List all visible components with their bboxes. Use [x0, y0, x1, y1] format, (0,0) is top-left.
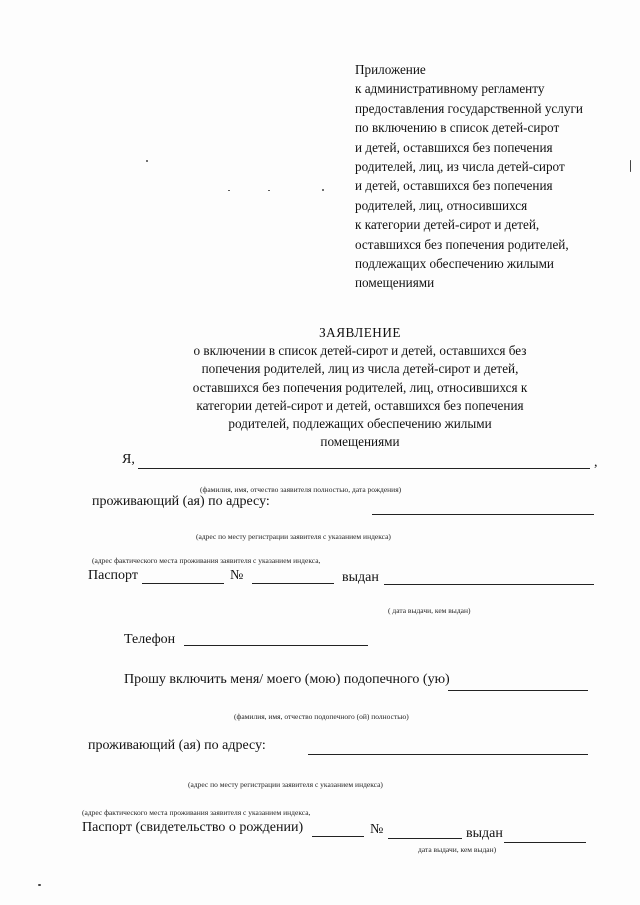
- appendix-line: родителей, лиц, относившихся: [355, 197, 528, 213]
- ward-reg-caption: (адрес по месту регистрации заявителя с указанием индекса): [188, 780, 383, 789]
- issued-label: выдан: [342, 570, 379, 585]
- applicant-name-field[interactable]: [138, 468, 590, 469]
- ward-number-label: №: [370, 822, 384, 837]
- ward-passport-number-field[interactable]: [388, 838, 462, 839]
- actual-address-caption: (адрес фактического места проживания заявителя с указанием индекса,: [92, 556, 321, 565]
- appendix-line: подлежащих обеспечению жилыми: [355, 256, 554, 272]
- appendix-line: и детей, оставшихся без попечения: [355, 139, 553, 155]
- phone-label: Телефон: [124, 632, 176, 647]
- passport-label: Паспорт: [88, 568, 138, 583]
- appendix-note: [355, 60, 625, 293]
- appendix-line: к административному регламенту: [355, 81, 545, 97]
- statement-heading: [150, 324, 570, 451]
- ward-passport-issued-field[interactable]: [504, 842, 586, 843]
- passport-issued-field[interactable]: [384, 584, 594, 585]
- statement-subtitle-line: категории детей-сирот и детей, оставшихся без попечения: [196, 397, 524, 413]
- appendix-line: и детей, оставшихся без попечения: [355, 178, 553, 194]
- ward-issue-caption: дата выдачи, кем выдан): [418, 845, 497, 854]
- ward-reg-address-field[interactable]: [308, 754, 588, 755]
- appendix-line: родителей, лиц, из числа детей-сирот: [355, 159, 565, 175]
- scan-speck: [322, 189, 324, 191]
- applicant-caption: (фамилия, имя, отчество заявителя полностью, дата рождения): [200, 485, 402, 494]
- statement-title: ЗАЯВЛЕНИЕ: [319, 325, 401, 340]
- number-label: №: [230, 568, 244, 583]
- appendix-line: по включению в список детей-сирот: [355, 120, 560, 136]
- statement-subtitle-line: о включении в список детей-сирот и детей, оставшихся без: [193, 343, 527, 359]
- scan-speck: [268, 190, 270, 191]
- reg-address-field[interactable]: [372, 514, 594, 515]
- scan-speck: [38, 884, 41, 886]
- scan-speck: [146, 160, 148, 162]
- appendix-line: к категории детей-сирот и детей,: [355, 217, 540, 233]
- ward-passport-series-field[interactable]: [312, 836, 364, 837]
- appendix-line: Приложение: [355, 62, 426, 77]
- passport-series-field[interactable]: [142, 583, 224, 584]
- applicant-suffix: ,: [594, 455, 598, 470]
- residing-label: проживающий (ая) по адресу:: [92, 494, 270, 509]
- passport-number-field[interactable]: [252, 583, 334, 584]
- applicant-prefix: Я,: [122, 452, 135, 467]
- reg-address-caption: (адрес по месту регистрации заявителя с указанием индекса): [196, 532, 391, 541]
- ward-caption: (фамилия, имя, отчество подопечного (ой) полностью): [234, 712, 409, 721]
- ward-actual-address-caption: (адрес фактического места проживания заявителя с указанием индекса,: [82, 808, 311, 817]
- ward-name-field[interactable]: [448, 690, 588, 691]
- ward-issued-label: выдан: [466, 826, 503, 841]
- scan-speck: [228, 190, 230, 191]
- statement-subtitle-line: помещениями: [320, 434, 400, 450]
- issue-caption: ( дата выдачи, кем выдан): [388, 606, 471, 615]
- ward-passport-label: Паспорт (свидетельство о рождении): [82, 820, 304, 835]
- scan-speck: [630, 160, 631, 172]
- statement-subtitle-line: родителей, подлежащих обеспечению жилыми: [228, 416, 492, 432]
- appendix-line: оставшихся без попечения родителей,: [355, 236, 569, 252]
- ward-residing-label: проживающий (ая) по адресу:: [88, 738, 266, 753]
- request-label: Прошу включить меня/ моего (мою) подопечного (ую): [124, 672, 450, 687]
- statement-subtitle-line: попечения родителей, лиц из числа детей-сирот и детей,: [201, 361, 519, 377]
- statement-subtitle-line: оставшихся без попечения родителей, лиц, относившихся к: [192, 379, 528, 395]
- appendix-line: помещениями: [355, 275, 435, 291]
- appendix-line: предоставления государственной услуги: [355, 100, 583, 116]
- phone-field[interactable]: [184, 645, 368, 646]
